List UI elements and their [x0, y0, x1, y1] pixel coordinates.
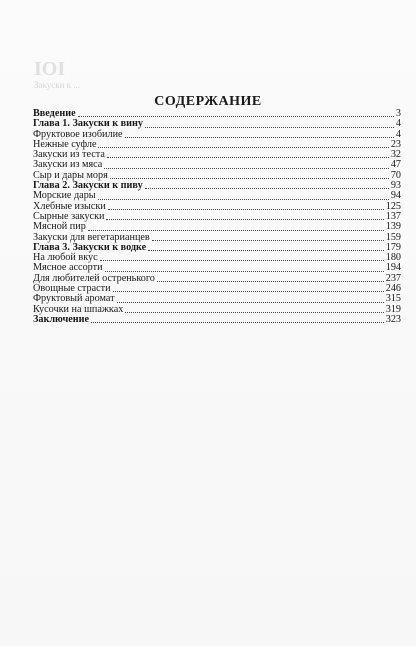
toc-entry-page: 194: [385, 262, 401, 274]
toc-entry-label: Глава 1. Закуски к вину: [33, 118, 144, 130]
toc-entry-label: Фруктовый аромат: [33, 293, 115, 305]
toc-entry-label: Заключение: [33, 313, 89, 325]
toc-entry-leader: [104, 167, 388, 169]
toc-entry-label: Мясной пир: [33, 221, 86, 233]
toc-entry-leader: [100, 259, 384, 261]
toc-entry-leader: [98, 146, 388, 148]
toc-entry-page: 323: [385, 313, 401, 325]
toc-entry-leader: [107, 156, 389, 158]
toc-entry-page: 93: [390, 180, 401, 192]
toc-entry-leader: [98, 198, 389, 200]
toc-entry-leader: [113, 290, 384, 292]
toc-entry-label: Хлебные изыски: [33, 200, 106, 212]
table-of-contents: [33, 109, 401, 325]
toc-entry-leader: [108, 208, 384, 210]
toc-entry-page: 23: [390, 138, 401, 150]
toc-entry-label: Морские дары: [33, 190, 96, 202]
toc-entry-leader: [152, 239, 384, 241]
toc-entry-label: На любой вкус: [33, 252, 98, 264]
toc-heading: СОДЕРЖАНИЕ: [154, 94, 262, 109]
toc-entry-label: Мясное ассорти: [33, 262, 103, 274]
toc-entry-leader: [117, 301, 384, 303]
toc-entry-page: 319: [385, 303, 401, 315]
toc-entry-leader: [106, 218, 383, 220]
toc-entry-leader: [145, 126, 394, 128]
toc-entry-page: 180: [385, 252, 401, 264]
toc-entry-label: Сыр и дары моря: [33, 169, 108, 181]
toc-entry-label: Для любителей остренького: [33, 272, 155, 284]
toc-entry-leader: [125, 311, 383, 313]
toc-entry-leader: [105, 270, 384, 272]
toc-entry-page: 125: [385, 200, 401, 212]
toc-entry-page: 139: [385, 221, 401, 233]
toc-entry-label: Закуски из теста: [33, 149, 105, 161]
toc-entry-leader: [157, 280, 384, 282]
toc-entry-page: 179: [385, 241, 401, 253]
toc-entry-page: 137: [385, 210, 401, 222]
show-through-text: Закуски к ...: [34, 80, 81, 90]
show-through-logo: IOI: [34, 58, 66, 80]
toc-entry-page: 237: [385, 272, 401, 284]
toc-entry-label: Кусочки на шпажках: [33, 303, 124, 315]
toc-entry-label: Нежные суфле: [33, 138, 97, 150]
toc-entry-label: Фруктовое изобилие: [33, 128, 123, 140]
toc-entry-page: 246: [385, 283, 401, 295]
toc-entry-leader: [145, 187, 389, 189]
toc-entry-leader: [88, 229, 384, 231]
toc-entry-leader: [148, 249, 384, 251]
toc-entry-label: Овощные страсти: [33, 283, 111, 295]
toc-entry-page: 159: [385, 231, 401, 243]
toc-entry-page: 3: [395, 108, 401, 119]
toc-entry-leader: [78, 115, 394, 117]
toc-entry-page: 94: [390, 190, 401, 202]
toc-entry-page: 70: [390, 169, 401, 181]
toc-entry-leader: [110, 177, 389, 179]
toc-entry-label: Глава 3. Закуски к водке: [33, 241, 147, 253]
toc-entry-page: 32: [390, 149, 401, 161]
toc-entry: [33, 212, 401, 222]
toc-entry-label: Закуски для вегетарианцев: [33, 231, 150, 243]
toc-entry-page: 47: [390, 159, 401, 171]
toc-entry-page: 4: [395, 128, 401, 140]
toc-entry-leader: [125, 136, 394, 138]
toc-entry-leader: [91, 321, 384, 323]
toc-entry-label: Закуски из мяса: [33, 159, 103, 171]
toc-entry-page: 315: [385, 293, 401, 305]
toc-entry-page: 4: [395, 118, 401, 130]
toc-entry: [33, 315, 401, 325]
toc-entry-label: Введение: [33, 108, 76, 119]
toc-entry-label: Глава 2. Закуски к пиву: [33, 180, 143, 192]
toc-entry-label: Сырные закуски: [33, 210, 105, 222]
